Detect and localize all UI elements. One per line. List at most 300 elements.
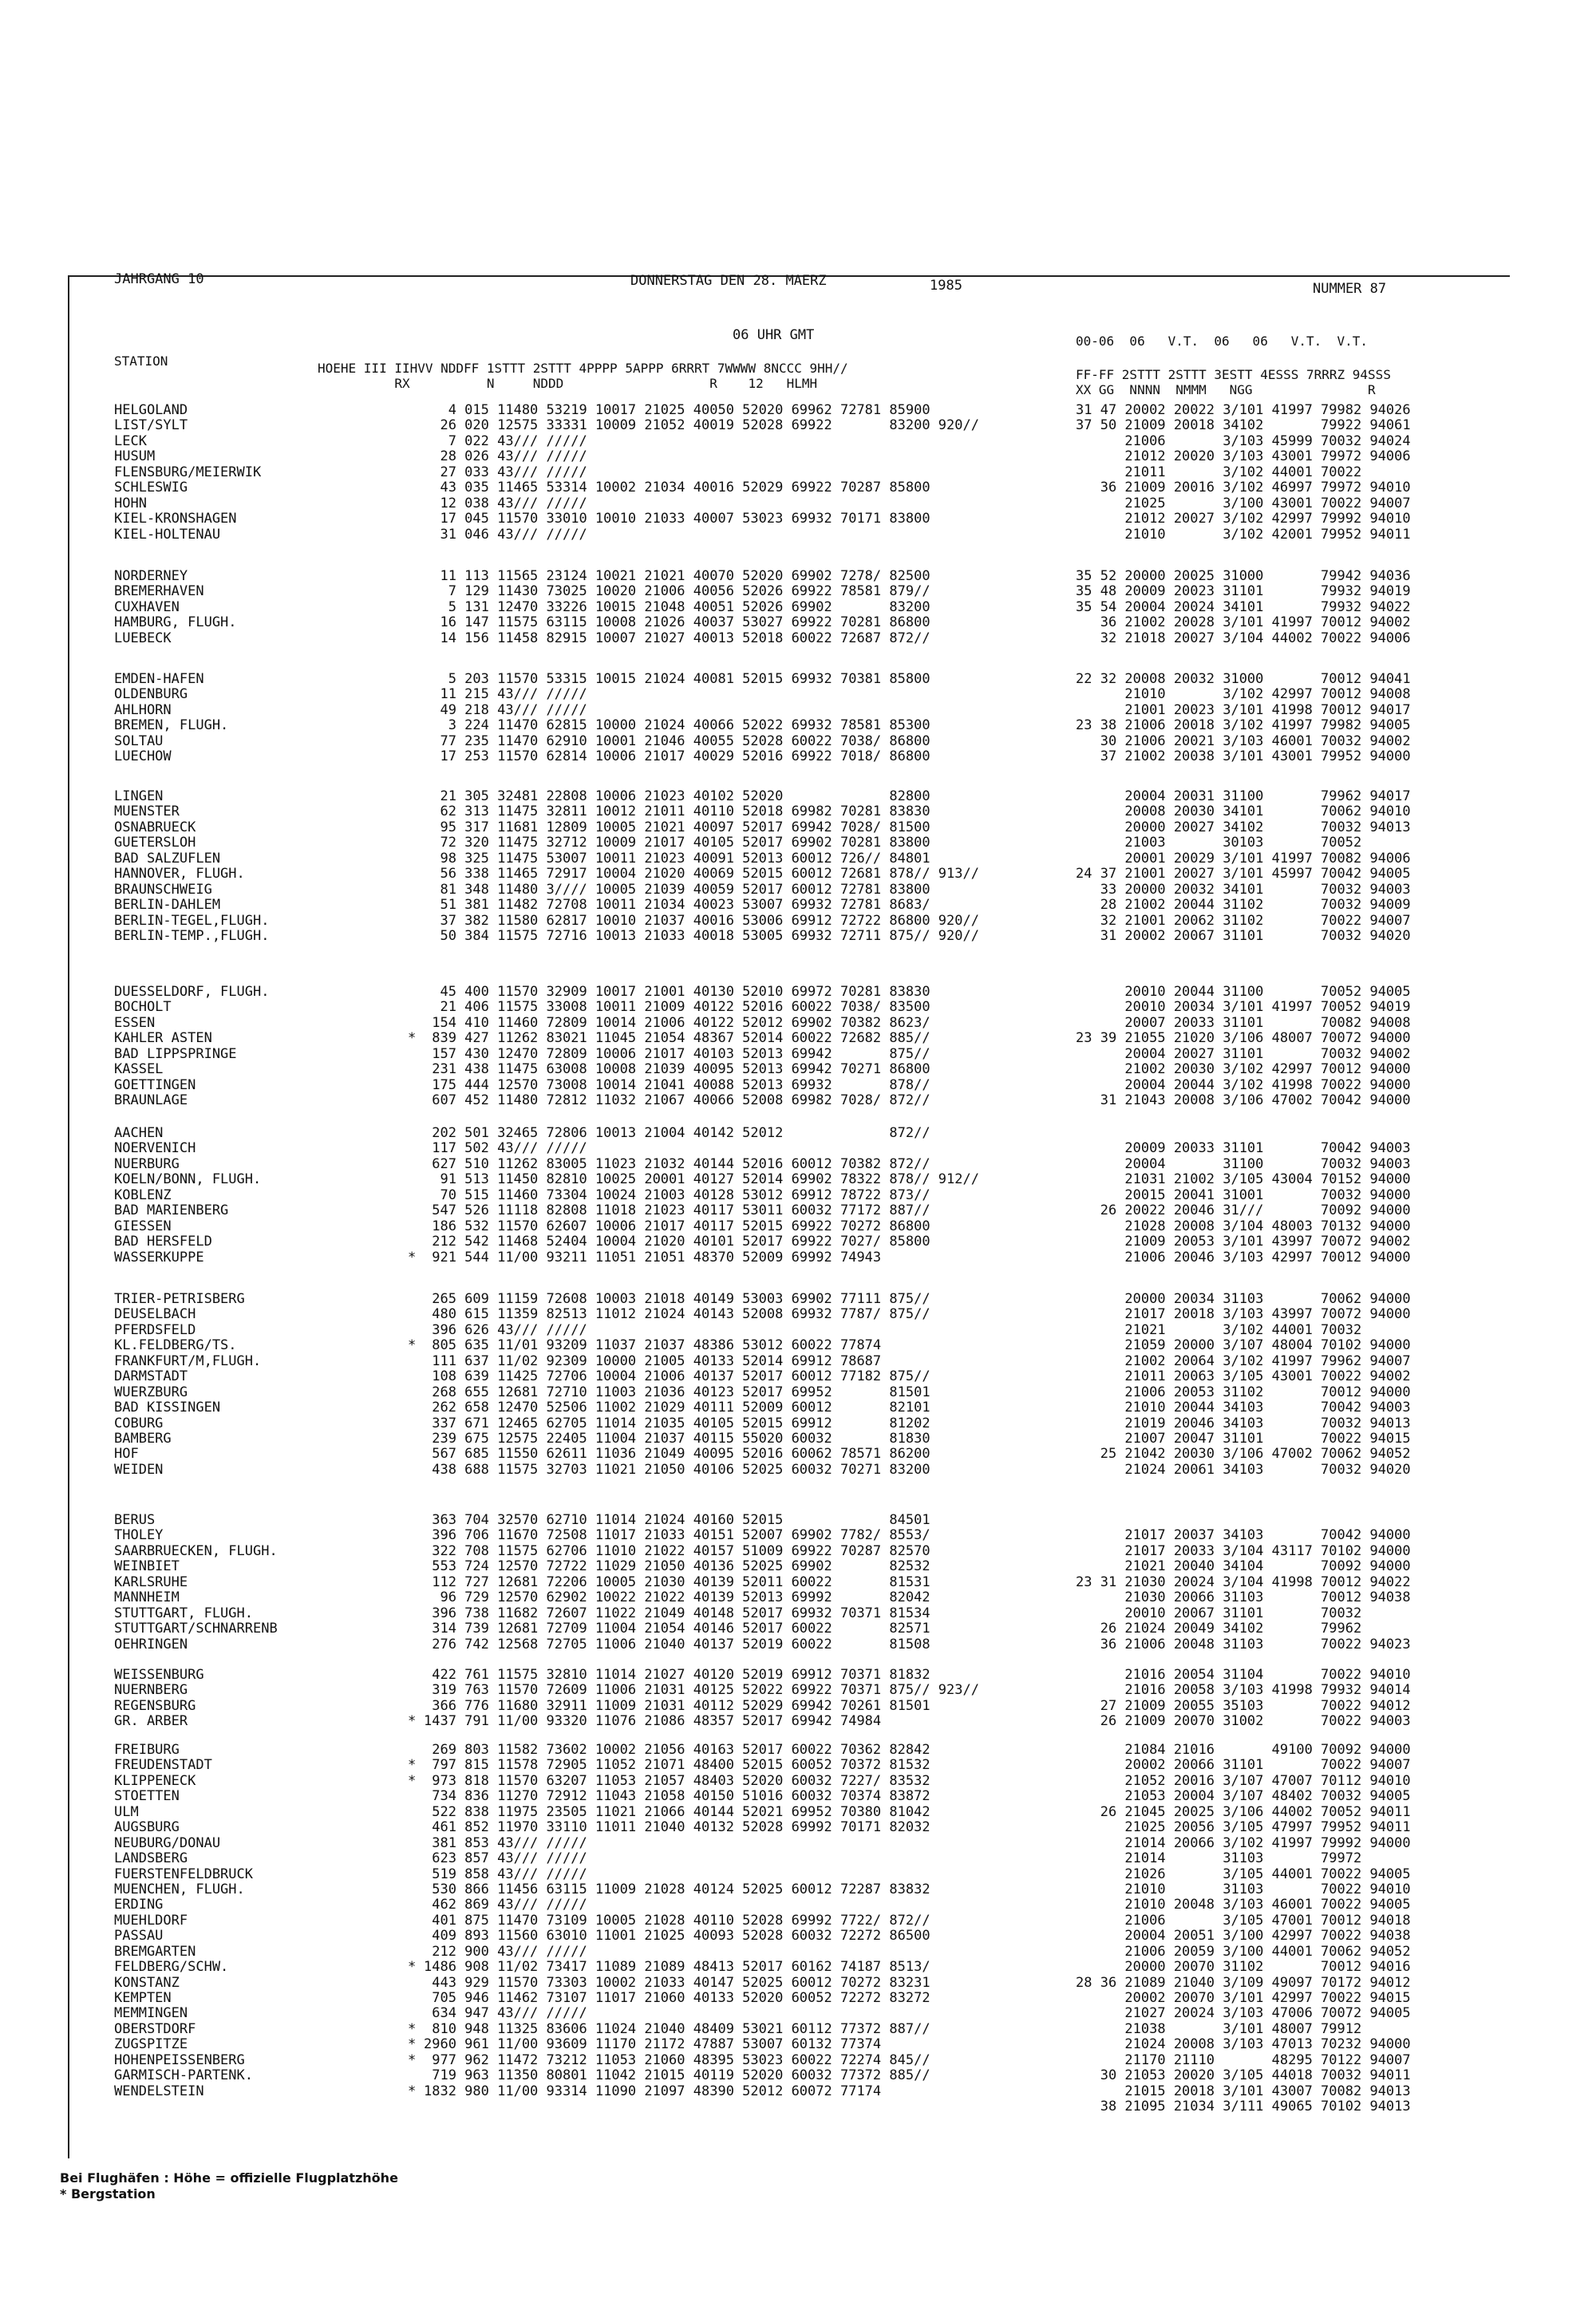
station-name: NEUBURG/DONAU: [114, 1834, 221, 1851]
extra-groups: 26 21009 20070 31002 70022 94003: [1076, 1713, 1411, 1730]
extra-groups: 21021 20040 34104 70092 94000: [1076, 1558, 1411, 1575]
station-name: AUGSBURG: [114, 1819, 180, 1836]
synop-groups: 810 948 11325 83606 11024 21040 48409 53021 60112 77372 887//: [424, 2020, 930, 2037]
extra-groups: 21011 3/102 44001 70022: [1076, 464, 1362, 480]
synop-groups: 634 947 43/// /////: [424, 2005, 587, 2022]
station-name: BOCHOLT: [114, 999, 172, 1016]
mountain-marker: *: [408, 1249, 417, 1266]
station-name: WASSERKUPPE: [114, 1249, 204, 1266]
station-name: KEMPTEN: [114, 1990, 172, 2006]
synop-groups: 607 452 11480 72812 11032 21067 40066 52008 69982 7028/ 872//: [424, 1092, 930, 1109]
extra-groups: 20004 20031 31100 79962 94017: [1076, 788, 1411, 804]
extra-groups: 20004 31100 70032 94003: [1076, 1155, 1411, 1172]
extra-groups: 21006 20059 3/100 44001 70062 94052: [1076, 1943, 1411, 1960]
station-name: OBERSTDORF: [114, 2020, 196, 2037]
synop-groups: 56 338 11465 72917 10004 21020 40069 52015 60012 72681 878// 913//: [424, 866, 979, 883]
extra-groups: 21170 21110 48295 70122 94007: [1076, 2051, 1411, 2068]
station-name: BRAUNSCHWEIG: [114, 881, 212, 898]
station-name: BREMEN, FLUGH.: [114, 717, 229, 734]
station-name: BREMERHAVEN: [114, 583, 204, 600]
extra-groups: 23 39 21055 21020 3/106 48007 70072 94000: [1076, 1030, 1411, 1047]
extra-groups: 20002 20066 31101 70022 94007: [1076, 1757, 1411, 1774]
station-name: STUTTGART/SCHNARRENB: [114, 1621, 278, 1637]
synop-groups: 522 838 11975 23505 11021 21066 40144 52021 69952 70380 81042: [424, 1803, 930, 1820]
synop-groups: 623 857 43/// /////: [424, 1850, 587, 1867]
footnote-airport: Bei Flughäfen : Höhe = offizielle Flugplatzhöhe: [60, 2170, 398, 2186]
synop-groups: 480 615 11359 82513 11012 21024 40143 52008 69932 7787/ 875//: [424, 1306, 930, 1323]
station-name: BERLIN-DAHLEM: [114, 897, 221, 914]
synop-groups: 11 113 11565 23124 10021 21021 40070 52020 69902 7278/ 82500: [424, 568, 930, 584]
extra-groups: 25 21042 20030 3/106 47002 70062 94052: [1076, 1446, 1411, 1463]
right-header-row1: FF-FF 2STTT 2STTT 3ESTT 4ESSS 7RRRZ 94SSS: [1076, 367, 1391, 382]
station-name: DEUSELBACH: [114, 1306, 196, 1323]
extra-groups: 21009 20053 3/101 43997 70072 94002: [1076, 1234, 1411, 1250]
synop-groups: 7 129 11430 73025 10020 21006 40056 52026 69922 78581 879//: [424, 583, 930, 600]
extra-groups: 32 21018 20027 3/104 44002 70022 94006: [1076, 630, 1411, 646]
station-name: EMDEN-HAFEN: [114, 671, 204, 687]
main-header-row2: RX N NDDD R 12 HLMH: [318, 376, 818, 391]
station-name: BAMBERG: [114, 1430, 172, 1447]
synop-groups: 2960 961 11/00 93609 11170 21172 47887 53007 60132 77374: [424, 2036, 882, 2053]
synop-groups: 11 215 43/// /////: [424, 686, 587, 703]
synop-groups: 96 729 12570 62902 10022 21022 40139 52013 69992 82042: [424, 1589, 930, 1606]
synop-groups: 921 544 11/00 93211 11051 21051 48370 52009 69992 74943: [424, 1249, 882, 1266]
synop-groups: 17 253 11570 62814 10006 21017 40029 52016 69922 7018/ 86800: [424, 748, 930, 765]
station-name: NUERBURG: [114, 1155, 180, 1172]
extra-groups: 37 50 21009 20018 34102 79922 94061: [1076, 417, 1411, 434]
station-name: AACHEN: [114, 1125, 164, 1141]
synop-groups: 12 038 43/// /////: [424, 495, 587, 511]
extra-groups: 21010 3/102 42001 79952 94011: [1076, 526, 1411, 543]
station-name: STUTTGART, FLUGH.: [114, 1605, 253, 1621]
station-name: FREUDENSTADT: [114, 1757, 212, 1774]
synop-groups: 157 430 12470 72809 10006 21017 40103 52013 69942 875//: [424, 1045, 930, 1062]
synop-groups: 17 045 11570 33010 10010 21033 40007 53023 69932 70171 83800: [424, 511, 930, 527]
station-name: HOF: [114, 1446, 139, 1463]
station-name: FELDBERG/SCHW.: [114, 1959, 229, 1976]
synop-groups: 401 875 11470 73109 10005 21028 40110 52028 69992 7722/ 872//: [424, 1912, 930, 1929]
observation-time: 06 UHR GMT: [733, 327, 815, 343]
synop-groups: 269 803 11582 73602 10002 21056 40163 52017 60022 70362 82842: [424, 1742, 930, 1758]
footnote-mountain: * Bergstation: [60, 2186, 156, 2201]
synop-groups: 839 427 11262 83021 11045 21054 48367 52014 60022 72682 885//: [424, 1030, 930, 1047]
extra-groups: 21010 20048 3/103 46001 70022 94005: [1076, 1897, 1411, 1913]
station-name: PASSAU: [114, 1928, 164, 1945]
extra-groups: 31 47 20002 20022 3/101 41997 79982 94026: [1076, 402, 1411, 418]
synop-groups: 31 046 43/// /////: [424, 526, 587, 543]
station-name: WUERZBURG: [114, 1384, 188, 1400]
extra-groups: 35 54 20004 20024 34101 79932 94022: [1076, 598, 1411, 615]
synop-groups: 276 742 12568 72705 11006 21040 40137 52019 60022 81508: [424, 1636, 930, 1653]
synop-groups: 239 675 12575 22405 11004 21037 40115 55020 60032 81830: [424, 1430, 930, 1447]
extra-groups: 26 21045 20025 3/106 44002 70052 94011: [1076, 1803, 1411, 1820]
station-name: FUERSTENFELDBRUCK: [114, 1866, 253, 1882]
synop-groups: 14 156 11458 82915 10007 21027 40013 52018 60022 72687 872//: [424, 630, 930, 646]
extra-groups: 21016 20058 3/103 41998 79932 94014: [1076, 1682, 1411, 1699]
station-name: BERLIN-TEMP.,FLUGH.: [114, 927, 270, 944]
extra-groups: 37 21002 20038 3/101 43001 79952 94000: [1076, 748, 1411, 765]
station-name: FRANKFURT/M,FLUGH.: [114, 1352, 262, 1369]
synop-groups: 202 501 32465 72806 10013 21004 40142 52012 872//: [424, 1125, 930, 1141]
extra-groups: 36 21002 20028 3/101 41997 70012 94002: [1076, 614, 1411, 631]
extra-groups: 21002 20030 3/102 42997 70012 94000: [1076, 1061, 1411, 1078]
station-name: HAMBURG, FLUGH.: [114, 614, 237, 631]
extra-groups: 21017 20018 3/103 43997 70072 94000: [1076, 1306, 1411, 1323]
extra-groups: 21084 21016 49100 70092 94000: [1076, 1742, 1411, 1758]
synop-groups: 1486 908 11/02 73417 11089 21089 48413 52017 60162 74187 8513/: [424, 1959, 930, 1976]
synop-groups: 322 708 11575 62706 11010 21022 40157 51009 69922 70287 82570: [424, 1542, 930, 1559]
extra-groups: 21059 20000 3/107 48004 70102 94000: [1076, 1337, 1411, 1354]
station-name: KONSTANZ: [114, 1974, 180, 1991]
station-name: LECK: [114, 432, 147, 449]
extra-groups: 21003 30103 70052: [1076, 835, 1362, 851]
synop-groups: 154 410 11460 72809 10014 21006 40122 52012 69902 70382 8623/: [424, 1014, 930, 1031]
synop-groups: 77 235 11470 62910 10001 21046 40055 52028 60022 7038/ 86800: [424, 732, 930, 749]
station-name: WEIDEN: [114, 1461, 164, 1478]
extra-groups: 36 21009 20016 3/102 46997 79972 94010: [1076, 480, 1411, 496]
station-column-header: STATION: [114, 353, 168, 369]
station-name: GIESSEN: [114, 1218, 172, 1234]
station-name: LUECHOW: [114, 748, 172, 765]
station-name: BAD LIPPSPRINGE: [114, 1045, 237, 1062]
synop-groups: 337 671 12465 62705 11014 21035 40105 52015 69912 81202: [424, 1415, 930, 1431]
synop-groups: 21 305 32481 22808 10006 21023 40102 52020 82800: [424, 788, 930, 804]
station-name: KIEL-KRONSHAGEN: [114, 511, 237, 527]
right-header-row2: XX GG NNNN NMMM NGG R: [1076, 382, 1376, 397]
extra-groups: 26 20022 20046 31/// 70092 94000: [1076, 1202, 1411, 1219]
station-name: KARLSRUHE: [114, 1574, 188, 1590]
station-name: WEINBIET: [114, 1558, 180, 1575]
extra-groups: 21024 20008 3/103 47013 70232 94000: [1076, 2036, 1411, 2053]
station-name: NORDERNEY: [114, 568, 188, 584]
synop-groups: 396 626 43/// /////: [424, 1321, 587, 1338]
extra-groups: 21007 20047 31101 70022 94015: [1076, 1430, 1411, 1447]
extra-groups: 31 20002 20067 31101 70032 94020: [1076, 927, 1411, 944]
extra-groups: 20010 20034 3/101 41997 70052 94019: [1076, 999, 1411, 1016]
extra-groups: 21012 20027 3/102 42997 79992 94010: [1076, 511, 1411, 527]
station-name: MUEHLDORF: [114, 1912, 188, 1929]
station-name: OSNABRUECK: [114, 819, 196, 835]
extra-groups: 21038 3/101 48007 79912: [1076, 2020, 1362, 2037]
extra-groups: 33 20000 20032 34101 70032 94003: [1076, 881, 1411, 898]
extra-groups: 38 21095 21034 3/111 49065 70102 94013: [1076, 2099, 1411, 2115]
station-name: MEMMINGEN: [114, 2005, 188, 2022]
synop-groups: 973 818 11570 63207 11053 21057 48403 52020 60032 7227/ 83532: [424, 1772, 930, 1789]
mountain-marker: *: [408, 2051, 417, 2068]
mountain-marker: *: [408, 2083, 417, 2099]
extra-groups: 21006 3/103 45999 70032 94024: [1076, 432, 1411, 449]
station-name: KIEL-HOLTENAU: [114, 526, 221, 543]
station-name: THOLEY: [114, 1527, 164, 1544]
extra-groups: 20010 20067 31101 70032: [1076, 1605, 1362, 1621]
synop-groups: 70 515 11460 73304 10024 21003 40128 53012 69912 78722 873//: [424, 1187, 930, 1203]
station-name: SCHLESWIG: [114, 480, 188, 496]
station-name: KAHLER ASTEN: [114, 1030, 212, 1047]
extra-groups: 21002 20064 3/102 41997 79962 94007: [1076, 1352, 1411, 1369]
synop-groups: 443 929 11570 73303 10002 21033 40147 52025 60012 70272 83231: [424, 1974, 930, 1991]
station-name: HANNOVER, FLUGH.: [114, 866, 245, 883]
station-name: PFERDSFELD: [114, 1321, 196, 1338]
station-name: BAD MARIENBERG: [114, 1202, 229, 1219]
extra-groups: 20004 20044 3/102 41998 70022 94000: [1076, 1076, 1411, 1093]
station-name: LANDSBERG: [114, 1850, 188, 1867]
synop-groups: 381 853 43/// /////: [424, 1834, 587, 1851]
mountain-marker: *: [408, 2036, 417, 2053]
mountain-marker: *: [408, 1772, 417, 1789]
station-name: REGENSBURG: [114, 1697, 196, 1714]
synop-groups: 719 963 11350 80801 11042 21015 40119 52020 60032 77372 885//: [424, 2067, 930, 2084]
synop-groups: 62 313 11475 32811 10012 21011 40110 52018 69982 70281 83830: [424, 804, 930, 820]
synop-groups: 28 026 43/// /////: [424, 448, 587, 465]
synop-groups: 27 033 43/// /////: [424, 464, 587, 480]
extra-groups: 21019 20046 34103 70032 94013: [1076, 1415, 1411, 1431]
station-name: BAD KISSINGEN: [114, 1400, 221, 1416]
station-name: HOHENPEISSENBERG: [114, 2051, 245, 2068]
extra-groups: 28 36 21089 21040 3/109 49097 70172 94012: [1076, 1974, 1411, 1991]
extra-groups: 21010 31103 70022 94010: [1076, 1881, 1411, 1897]
synop-groups: 530 866 11456 63115 11009 21028 40124 52025 60012 72287 83832: [424, 1881, 930, 1897]
station-name: AHLHORN: [114, 701, 172, 718]
synop-groups: 5 203 11570 53315 10015 21024 40081 52015 69932 70381 85800: [424, 671, 930, 687]
extra-groups: 27 21009 20055 35103 70022 94012: [1076, 1697, 1411, 1714]
station-name: COBURG: [114, 1415, 164, 1431]
station-name: KOELN/BONN, FLUGH.: [114, 1171, 262, 1188]
extra-groups: 21028 20008 3/104 48003 70132 94000: [1076, 1218, 1411, 1234]
synop-groups: 519 858 43/// /////: [424, 1866, 587, 1882]
station-name: BAD HERSFELD: [114, 1234, 212, 1250]
station-name: MUENCHEN, FLUGH.: [114, 1881, 245, 1897]
extra-groups: 21017 20033 3/104 43117 70102 94000: [1076, 1542, 1411, 1559]
issue-number: NUMMER 87: [1313, 281, 1387, 297]
synop-groups: 734 836 11270 72912 11043 21058 40150 51016 60032 70374 83872: [424, 1788, 930, 1805]
mountain-marker: *: [408, 1757, 417, 1774]
extra-groups: 21006 20046 3/103 42997 70012 94000: [1076, 1249, 1411, 1266]
extra-groups: 23 38 21006 20018 3/102 41997 79982 94005: [1076, 717, 1411, 734]
synop-groups: 95 317 11681 12809 10005 21021 40097 52017 69942 7028/ 81500: [424, 819, 930, 835]
station-name: WEISSENBURG: [114, 1667, 204, 1683]
station-name: LIST/SYLT: [114, 417, 188, 434]
synop-groups: 91 513 11450 82810 10025 20001 40127 52014 69902 78322 878// 912//: [424, 1171, 979, 1188]
synop-groups: 81 348 11480 3//// 10005 21039 40059 52017 60012 72781 83800: [424, 881, 930, 898]
synop-groups: 43 035 11465 53314 10002 21034 40016 52029 69922 70287 85800: [424, 480, 930, 496]
synop-groups: 977 962 11472 73212 11053 21060 48395 53023 60022 72274 845//: [424, 2051, 930, 2068]
synop-groups: 50 384 11575 72716 10013 21033 40018 53005 69932 72711 875// 920//: [424, 927, 979, 944]
synop-groups: 461 852 11970 33110 11011 21040 40132 52028 69992 70171 82032: [424, 1819, 930, 1836]
synop-groups: 37 382 11580 62817 10010 21037 40016 53006 69912 72722 86800 920//: [424, 912, 979, 929]
extra-groups: 21026 3/105 44001 70022 94005: [1076, 1866, 1411, 1882]
station-name: SOLTAU: [114, 732, 164, 749]
extra-groups: 20008 20030 34101 70062 94010: [1076, 804, 1411, 820]
extra-groups: 28 21002 20044 31102 70032 94009: [1076, 897, 1411, 914]
extra-groups: 21006 3/105 47001 70012 94018: [1076, 1912, 1411, 1929]
synop-groups: 438 688 11575 32703 11021 21050 40106 52025 60032 70271 83200: [424, 1461, 930, 1478]
main-header-row1: HOEHE III IIHVV NDDFF 1STTT 2STTT 4PPPP 5APPP 6RRRT 7WWWW 8NCCC 9HH//: [318, 361, 848, 376]
extra-groups: 36 21006 20048 31103 70022 94023: [1076, 1636, 1411, 1653]
right-header-row0: 00-06 06 V.T. 06 06 V.T. V.T.: [1076, 334, 1369, 349]
synop-groups: 805 635 11/01 93209 11037 21037 48386 53012 60022 77874: [424, 1337, 882, 1354]
station-name: HELGOLAND: [114, 402, 188, 418]
station-name: LUEBECK: [114, 630, 172, 646]
synop-groups: 462 869 43/// /////: [424, 1897, 587, 1913]
synop-groups: 627 510 11262 83005 11023 21032 40144 52016 60012 70382 872//: [424, 1155, 930, 1172]
station-name: OLDENBURG: [114, 686, 188, 703]
extra-groups: 35 52 20000 20025 31000 79942 94036: [1076, 568, 1411, 584]
station-name: GARMISCH-PARTENK.: [114, 2067, 253, 2084]
station-name: BREMGARTEN: [114, 1943, 196, 1960]
synop-groups: 231 438 11475 63008 10008 21039 40095 52013 69942 70271 86800: [424, 1061, 930, 1078]
extra-groups: 21025 20056 3/105 47997 79952 94011: [1076, 1819, 1411, 1836]
mountain-marker: *: [408, 1959, 417, 1976]
mountain-marker: *: [408, 2020, 417, 2037]
extra-groups: 20015 20041 31001 70032 94000: [1076, 1187, 1411, 1203]
extra-groups: 20002 20070 3/101 42997 70022 94015: [1076, 1990, 1411, 2006]
synop-groups: 26 020 12575 33331 10009 21052 40019 52028 69922 83200 920//: [424, 417, 979, 434]
station-name: GR. ARBER: [114, 1713, 188, 1730]
synop-groups: 117 502 43/// /////: [424, 1140, 587, 1157]
synop-groups: 1437 791 11/00 93320 11076 21086 48357 52017 69942 74984: [424, 1713, 882, 1730]
extra-groups: 21012 20020 3/103 43001 79972 94006: [1076, 448, 1411, 465]
synop-groups: 49 218 43/// /////: [424, 701, 587, 718]
extra-groups: 22 32 20008 20032 31000 70012 94041: [1076, 671, 1411, 687]
synop-groups: 3 224 11470 62815 10000 21024 40066 52022 69932 78581 85300: [424, 717, 930, 734]
station-name: CUXHAVEN: [114, 598, 180, 615]
station-name: BERLIN-TEGEL,FLUGH.: [114, 912, 270, 929]
mountain-marker: *: [408, 1030, 417, 1047]
synop-groups: 186 532 11570 62607 10006 21017 40117 52015 69922 70272 86800: [424, 1218, 930, 1234]
extra-groups: 20010 20044 31100 70052 94005: [1076, 984, 1411, 1000]
synop-groups: 547 526 11118 82808 11018 21023 40117 53011 60032 77172 887//: [424, 1202, 930, 1219]
station-name: ZUGSPITZE: [114, 2036, 188, 2053]
extra-groups: 21010 20044 34103 70042 94003: [1076, 1400, 1411, 1416]
station-name: BRAUNLAGE: [114, 1092, 188, 1109]
synop-groups: 212 542 11468 52404 10004 21020 40101 52017 69922 7027/ 85800: [424, 1234, 930, 1250]
synop-groups: 21 406 11575 33008 10011 21009 40122 52016 60022 7038/ 83500: [424, 999, 930, 1016]
station-name: FREIBURG: [114, 1742, 180, 1758]
station-name: STOETTEN: [114, 1788, 180, 1805]
extra-groups: 20000 20070 31102 70012 94016: [1076, 1959, 1411, 1976]
synop-groups: 265 609 11159 72608 10003 21018 40149 53003 69902 77111 875//: [424, 1291, 930, 1307]
station-name: TRIER-PETRISBERG: [114, 1291, 245, 1307]
extra-groups: 21011 20063 3/105 43001 70022 94002: [1076, 1368, 1411, 1385]
station-name: NOERVENICH: [114, 1140, 196, 1157]
station-name: KOBLENZ: [114, 1187, 172, 1203]
synop-groups: 112 727 12681 72206 10005 21030 40139 52011 60022 81531: [424, 1574, 930, 1590]
synop-groups: 705 946 11462 73107 11017 21060 40133 52020 60052 72272 83272: [424, 1990, 930, 2006]
station-name: DUESSELDORF, FLUGH.: [114, 984, 270, 1000]
synop-groups: 797 815 11578 72905 11052 21071 48400 52015 60052 70372 81532: [424, 1757, 930, 1774]
station-name: HUSUM: [114, 448, 156, 465]
station-name: WENDELSTEIN: [114, 2083, 204, 2099]
extra-groups: 21014 20066 3/102 41997 79992 94000: [1076, 1834, 1411, 1851]
synop-groups: 396 738 11682 72607 11022 21049 40148 52017 69932 70371 81534: [424, 1605, 930, 1621]
extra-groups: 20007 20033 31101 70082 94008: [1076, 1014, 1411, 1031]
station-name: MANNHEIM: [114, 1589, 180, 1606]
extra-groups: 20009 20033 31101 70042 94003: [1076, 1140, 1411, 1157]
station-name: HOHN: [114, 495, 147, 511]
synop-groups: 396 706 11670 72508 11017 21033 40151 52007 69902 7782/ 8553/: [424, 1527, 930, 1544]
extra-groups: 30 21006 20021 3/103 46001 70032 94002: [1076, 732, 1411, 749]
extra-groups: 30 21053 20020 3/105 44018 70032 94011: [1076, 2067, 1411, 2084]
synop-groups: 1832 980 11/00 93314 11090 21097 48390 52012 60072 77174: [424, 2083, 882, 2099]
extra-groups: 24 37 21001 20027 3/101 45997 70042 94005: [1076, 866, 1411, 883]
station-name: ULM: [114, 1803, 139, 1820]
synop-groups: 212 900 43/// /////: [424, 1943, 587, 1960]
station-name: OEHRINGEN: [114, 1636, 188, 1653]
extra-groups: 20004 20051 3/100 42997 70022 94038: [1076, 1928, 1411, 1945]
station-name: BAD SALZUFLEN: [114, 850, 221, 867]
synop-groups: 366 776 11680 32911 11009 21031 40112 52029 69942 70261 81501: [424, 1697, 930, 1714]
extra-groups: 20004 20027 31101 70032 94002: [1076, 1045, 1411, 1062]
extra-groups: 21053 20004 3/107 48402 70032 94005: [1076, 1788, 1411, 1805]
synop-groups: 567 685 11550 62611 11036 21049 40095 52016 60062 78571 86200: [424, 1446, 930, 1463]
volume-label: JAHRGANG 10: [114, 271, 204, 287]
station-name: ERDING: [114, 1897, 164, 1913]
synop-groups: 7 022 43/// /////: [424, 432, 587, 449]
extra-groups: 21030 20066 31103 70012 94038: [1076, 1589, 1411, 1606]
extra-groups: 26 21024 20049 34102 79962: [1076, 1621, 1362, 1637]
extra-groups: 20000 20027 34102 70032 94013: [1076, 819, 1411, 835]
station-name: BERUS: [114, 1512, 156, 1528]
extra-groups: 35 48 20009 20023 31101 79932 94019: [1076, 583, 1411, 600]
synop-groups: 5 131 12470 33226 10015 21048 40051 52026 69902 83200: [424, 598, 930, 615]
synop-groups: 45 400 11570 32909 10017 21001 40130 52010 69972 70281 83830: [424, 984, 930, 1000]
synop-groups: 108 639 11425 72706 10004 21006 40137 52017 60012 77182 875//: [424, 1368, 930, 1385]
extra-groups: 20001 20029 3/101 41997 70082 94006: [1076, 850, 1411, 867]
mountain-marker: *: [408, 1713, 417, 1730]
synop-groups: 98 325 11475 53007 10011 21023 40091 52013 60012 726// 84801: [424, 850, 930, 867]
extra-groups: 20000 20034 31103 70062 94000: [1076, 1291, 1411, 1307]
extra-groups: 21024 20061 34103 70032 94020: [1076, 1461, 1411, 1478]
extra-groups: 21052 20016 3/107 47007 70112 94010: [1076, 1772, 1411, 1789]
date-label: DONNERSTAG DEN 28. MAERZ: [630, 273, 827, 289]
synop-groups: 553 724 12570 72722 11029 21050 40136 52025 69902 82532: [424, 1558, 930, 1575]
synop-groups: 363 704 32570 62710 11014 21024 40160 52015 84501: [424, 1512, 930, 1528]
year-label: 1985: [930, 278, 962, 294]
extra-groups: 21001 20023 3/101 41998 70012 94017: [1076, 701, 1411, 718]
extra-groups: 21025 3/100 43001 70022 94007: [1076, 495, 1411, 511]
extra-groups: 21015 20018 3/101 43007 70082 94013: [1076, 2083, 1411, 2099]
station-name: FLENSBURG/MEIERWIK: [114, 464, 262, 480]
extra-groups: 32 21001 20062 31102 70022 94007: [1076, 912, 1411, 929]
station-name: LINGEN: [114, 788, 164, 804]
station-name: GOETTINGEN: [114, 1076, 196, 1093]
station-name: KL.FELDBERG/TS.: [114, 1337, 237, 1354]
station-name: MUENSTER: [114, 804, 180, 820]
station-name: DARMSTADT: [114, 1368, 188, 1385]
synop-groups: 72 320 11475 32712 10009 21017 40105 52017 69902 70281 83800: [424, 835, 930, 851]
extra-groups: 21021 3/102 44001 70032: [1076, 1321, 1362, 1338]
mountain-marker: *: [408, 1337, 417, 1354]
synop-groups: 262 658 12470 52506 11002 21029 40111 52009 60012 82101: [424, 1400, 930, 1416]
synop-groups: 314 739 12681 72709 11004 21054 40146 52017 60022 82571: [424, 1621, 930, 1637]
synop-groups: 422 761 11575 32810 11014 21027 40120 52019 69912 70371 81832: [424, 1667, 930, 1683]
extra-groups: 21027 20024 3/103 47006 70072 94005: [1076, 2005, 1411, 2022]
extra-groups: 21006 20053 31102 70012 94000: [1076, 1384, 1411, 1400]
extra-groups: 21010 3/102 42997 70012 94008: [1076, 686, 1411, 703]
extra-groups: 21014 31103 79972: [1076, 1850, 1362, 1867]
synop-groups: 268 655 12681 72710 11003 21036 40123 52017 69952 81501: [424, 1384, 930, 1400]
extra-groups: 21016 20054 31104 70022 94010: [1076, 1667, 1411, 1683]
synop-groups: 16 147 11575 63115 10008 21026 40037 53027 69922 70281 86800: [424, 614, 930, 631]
station-name: ESSEN: [114, 1014, 156, 1031]
station-name: SAARBRUECKEN, FLUGH.: [114, 1542, 278, 1559]
synop-groups: 4 015 11480 53219 10017 21025 40050 52020 69962 72781 85900: [424, 402, 930, 418]
synop-groups: 175 444 12570 73008 10014 21041 40088 52013 69932 878//: [424, 1076, 930, 1093]
extra-groups: 23 31 21030 20024 3/104 41998 70012 94022: [1076, 1574, 1411, 1590]
synop-groups: 409 893 11560 63010 11001 21025 40093 52028 60032 72272 86500: [424, 1928, 930, 1945]
station-name: KASSEL: [114, 1061, 164, 1078]
extra-groups: 31 21043 20008 3/106 47002 70042 94000: [1076, 1092, 1411, 1109]
